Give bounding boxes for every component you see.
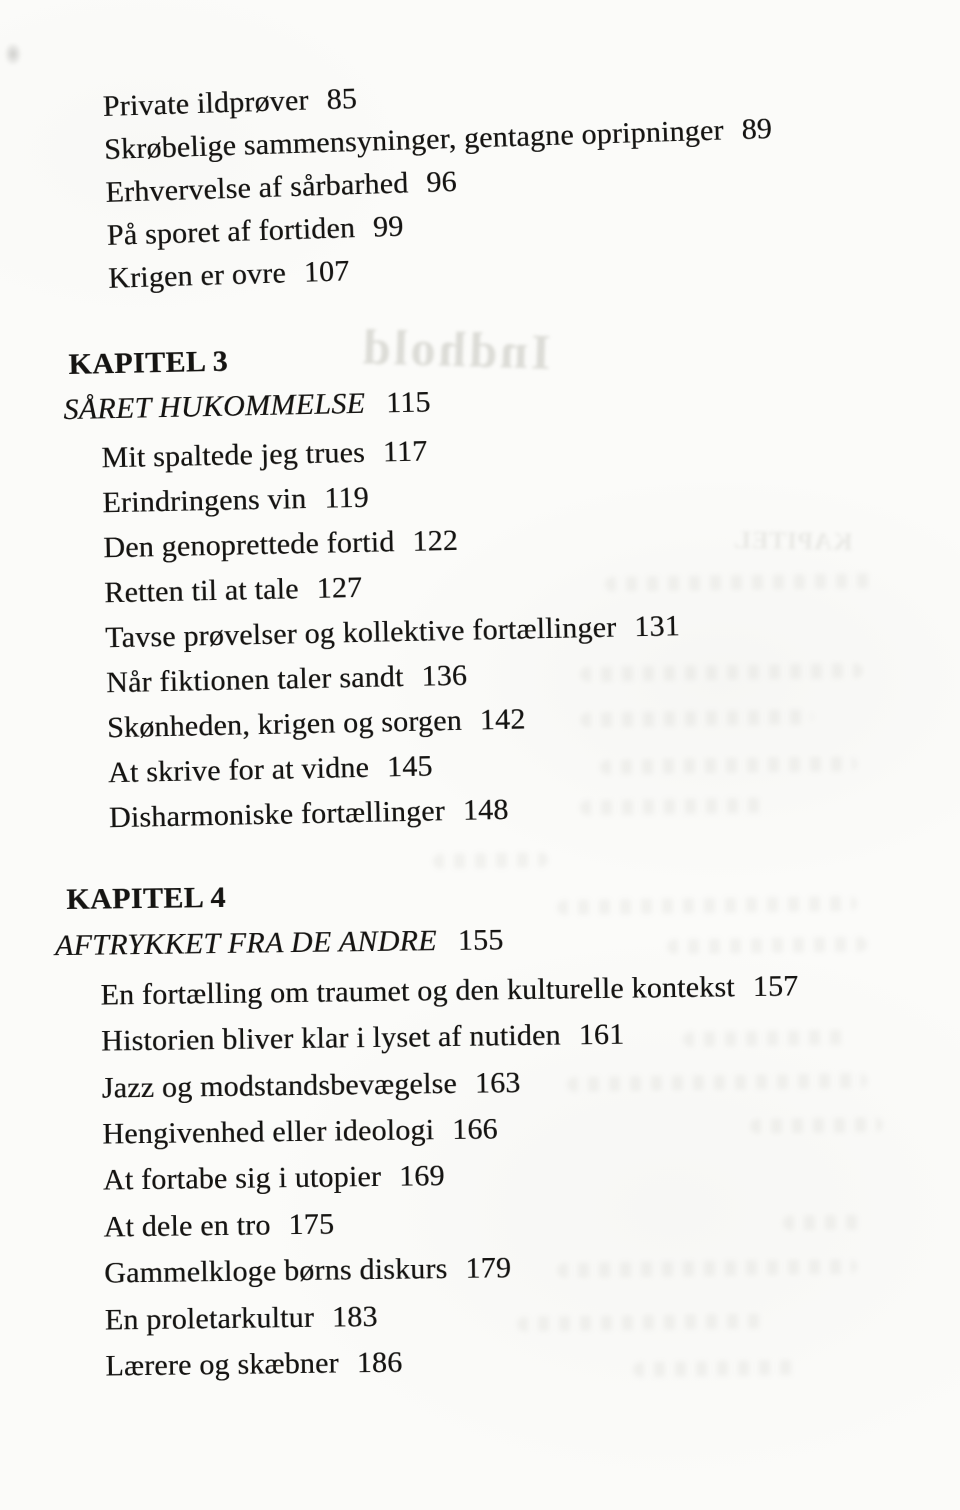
toc-entry-page: 117 <box>382 434 428 469</box>
toc-entry-page: 122 <box>412 523 459 558</box>
toc-entry-title: Skrøbelige sammensyninger, gentagne opripninger <box>103 113 725 166</box>
toc-entry-page: 107 <box>303 254 350 289</box>
toc-entry <box>72 1334 803 1390</box>
toc-entry-title: Erhvervelse af sårbarhed <box>104 166 409 209</box>
bleedthrough-text-kapitel: KAPITEL <box>732 526 853 557</box>
chapter-entries <box>67 963 803 1390</box>
toc-entry-page: 157 <box>752 969 799 1003</box>
toc-entry-page: 148 <box>462 792 509 827</box>
chapter-title-line <box>54 914 798 970</box>
toc-entry-title: At dele en tro <box>103 1208 271 1244</box>
toc-entry-title: Lærere og skæbner <box>105 1346 339 1383</box>
toc-entry-title: Private ildprøver <box>102 83 310 123</box>
toc-entry-page: 179 <box>465 1251 512 1286</box>
toc-entry-page: 119 <box>323 480 370 515</box>
toc-entry-page: 163 <box>474 1065 521 1100</box>
toc-entry-title: Skønheden, krigen og sorgen <box>106 703 463 745</box>
toc-entry-title: At skrive for at vidne <box>107 750 370 790</box>
toc-entry-title: Krigen er ovre <box>107 256 287 295</box>
toc-entry-page: 96 <box>425 164 458 199</box>
toc-entry-page: 183 <box>331 1299 378 1334</box>
toc-entry-page: 145 <box>386 749 433 784</box>
toc-entry-title: En proletarkultur <box>104 1300 315 1337</box>
toc-entry-title: Historien bliver klar i lyset af nutiden <box>100 1018 561 1058</box>
toc-entry-page: 127 <box>316 570 363 605</box>
chapter-page-number: 115 <box>385 385 431 420</box>
toc-entry-page: 99 <box>372 209 404 244</box>
chapter-page-number: 155 <box>457 923 504 958</box>
chapter-label: KAPITEL 4 <box>66 880 226 916</box>
toc-entry-page: 136 <box>421 658 468 693</box>
chapter-entries <box>102 64 777 300</box>
toc-entry-title: Hengivenhed eller ideologi <box>102 1113 435 1151</box>
chapter-title: SÅRET HUKOMMELSE <box>63 386 366 427</box>
toc-entry-title: Når fiktionen taler sandt <box>105 660 404 700</box>
toc-entry-title: Mit spaltede jeg trues <box>101 435 366 475</box>
bleedthrough-text-indhold: Indhold <box>359 318 552 380</box>
toc-entry-title: En fortælling om traumet og den kulturelle kontekst <box>100 970 735 1012</box>
toc-entry-title: Jazz og modstandsbevægelse <box>101 1066 458 1105</box>
toc-entry-page: 161 <box>578 1017 625 1052</box>
toc-entry-page: 85 <box>326 82 358 116</box>
chapter-label: KAPITEL 3 <box>68 344 229 381</box>
toc-section <box>63 329 684 841</box>
toc-entry <box>67 963 798 1019</box>
toc-entry-title: Retten til at tale <box>103 572 299 610</box>
toc-section <box>102 60 777 300</box>
toc-entry-page: 89 <box>741 111 773 146</box>
toc-entry-title: Gammelkloge børns diskurs <box>103 1252 448 1290</box>
toc-entry-page: 131 <box>633 609 681 644</box>
toc-entry-title: At fortabe sig i utopier <box>102 1160 382 1197</box>
toc-entry-page: 186 <box>356 1345 403 1380</box>
toc-entry-title: Den genoprettede fortid <box>102 525 395 565</box>
toc-entry-page: 175 <box>288 1207 335 1241</box>
toc-section <box>54 867 804 1390</box>
toc-entry-title: På sporet af fortiden <box>106 211 356 252</box>
chapter-entries <box>70 423 684 841</box>
toc-entry-page: 169 <box>398 1159 445 1194</box>
toc-entry-page: 142 <box>479 702 526 737</box>
toc-entry-page: 166 <box>451 1112 498 1146</box>
chapter-title: AFTRYKKET FRA DE ANDRE <box>54 924 438 963</box>
toc-entry-title: Tavse prøvelser og kollektive fortællinger <box>104 610 617 655</box>
toc-entry-title: Disharmoniske fortællinger <box>108 794 446 835</box>
toc-entry-title: Erindringens vin <box>102 482 307 520</box>
